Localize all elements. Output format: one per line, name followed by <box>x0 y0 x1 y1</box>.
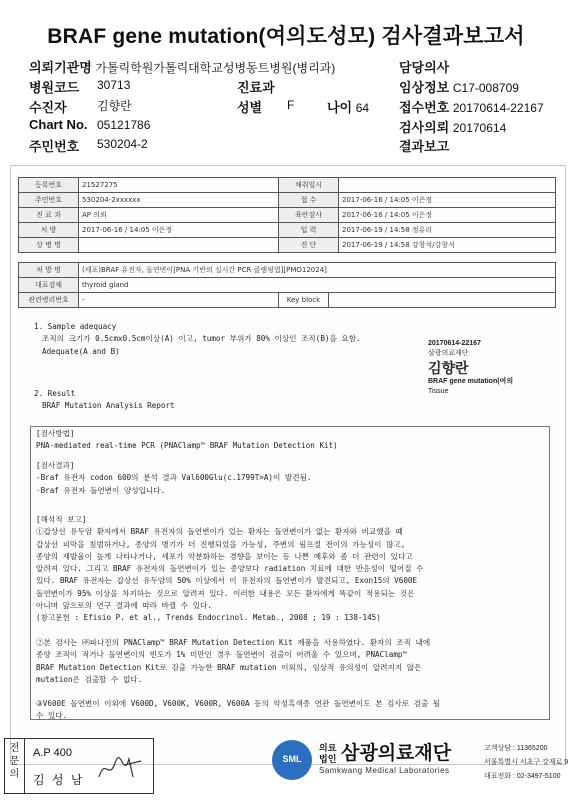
note2-line: BRAF Mutation Detection Kit로 검출 가능한 BRAF mutation 이외의, 임상적 유의성이 알려지지 않은 <box>36 662 422 672</box>
note3-lines <box>36 698 440 723</box>
method-text: PNA-mediated real-time PCR (PNAClamp™ BRAF Mutation Detection Kit) <box>36 441 338 451</box>
logo-mark: SML <box>282 754 302 764</box>
registration-cell: 2017-06-19 / 14:58 강창석/강창석 <box>339 238 556 253</box>
hospital-code-value: 30713 <box>97 78 131 92</box>
registration-cell: 등록번호 <box>19 178 79 193</box>
interp-head: [해석적 보고] <box>36 515 87 524</box>
s1-line2: Adequate(A and B) <box>42 346 120 356</box>
interp-line: ①갑상선 유두암 환자에서 BRAF 유전자의 돌연변이가 있는 환자는 돌연변이가 없는 환자와 비교했을 때 <box>36 527 403 537</box>
registration-cell: 주민번호 <box>19 193 79 208</box>
registration-cell: 진 료 과 <box>19 208 79 223</box>
registration-cell: 2017-06-19 / 14:58 정유리 <box>339 223 556 238</box>
request-value: 20170614 <box>452 121 507 135</box>
stamp-line3: BRAF gene mutation(여의 <box>428 378 514 385</box>
interpretation-block <box>36 514 424 625</box>
section-sample-adequacy <box>34 321 361 358</box>
interp-line: 갑상선 피막을 침범하거나, 종양의 병기가 더 진행되었을 가능성, 주변의 림프절 전이의 가능성이 많고, <box>36 539 406 549</box>
result-line2: -Braf 유전자 돌연변이 양성입니다. <box>36 485 166 495</box>
request-label: 검사의뢰 <box>399 120 450 135</box>
note3-line: ③V600E 돌연변이 이외에 V600D, V600K, V600R, V600A 등의 악성흑색종 연관 돌연변이도 본 검사로 검출 될 <box>36 699 441 708</box>
registration-cell: 진 단 <box>279 238 339 253</box>
rx-label: 처 방 명 <box>19 263 79 278</box>
method-head: [검사방법] <box>36 429 75 438</box>
stamp-line2: 삼광의료재단 <box>428 350 469 357</box>
registration-cell: 입 력 <box>279 223 339 238</box>
registration-row <box>19 238 556 253</box>
registration-cell: AP 의뢰 <box>79 208 279 223</box>
note3-line: 수 있다. <box>36 711 68 721</box>
interp-line: 아니며 앞으로의 연구 결과에 따라 바뀔 수 있다. <box>36 601 212 611</box>
institution-label: 의뢰기관명 <box>29 60 92 75</box>
result-head: [검사결과] <box>36 461 75 470</box>
logo-small-bottom: 법인 <box>319 754 337 764</box>
contact-info <box>484 742 568 784</box>
phone1: 고객상담 : 11365200 <box>484 745 548 752</box>
patient-label: 수진자 <box>29 100 67 115</box>
chart-label: Chart No. <box>29 117 88 132</box>
department-label: 진료과 <box>237 80 275 95</box>
received-label: 접수번호 <box>399 100 450 115</box>
registration-cell <box>339 178 556 193</box>
note2-line: mutation은 검출할 수 없다. <box>36 674 143 684</box>
note2-line: 종양 조직이 적거나 돌연변이의 빈도가 1% 미만인 경우 돌연변이 검출이 어려울 수 있으며, PNAClamp™ <box>36 650 408 660</box>
registration-cell: 처 방 <box>19 223 79 238</box>
interp-line: (참고문헌 : Efisio P. et al., Trends Endocrinol. Metab., 2008 ; 19 : 138-145) <box>36 613 381 623</box>
specimen-label: 대표검체 <box>19 278 79 293</box>
registration-row <box>19 193 556 208</box>
hospital-code-label: 병원코드 <box>29 80 80 95</box>
specialist-label: 전문의 <box>5 739 25 793</box>
note2-line: ②본 검사는 ㈜파나진의 PNAClamp™ BRAF Mutation Detection Kit 제품을 사용하였다. 환자의 조직 내에 <box>36 638 431 647</box>
interp-lines <box>36 526 424 624</box>
logo-en: Samkwang Medical Laboratories <box>319 766 450 775</box>
institution-value: 가톨릭학원가톨릭대학교성병동트병원(병리과) <box>95 61 336 75</box>
s2-title: 2. Result <box>34 389 76 398</box>
registration-cell: 21527275 <box>79 178 279 193</box>
doctor-label: 담당의사 <box>399 60 450 75</box>
registration-cell: 2017-06-16 / 14:05 이은정 <box>339 208 556 223</box>
registration-row <box>19 178 556 193</box>
signature-scribble <box>95 751 145 785</box>
related-label: 관련병리번호 <box>19 293 79 308</box>
resident-label: 주민번호 <box>29 139 80 154</box>
stamp-line4: Tissue <box>428 388 449 395</box>
specimen-value: thyroid gland <box>79 278 556 293</box>
interp-line: 있다. BRAF 유전자는 갑상선 유두암의 50% 이상에서 이 유전자의 돌연변이가 발견되고, Exon15의 V600E <box>36 576 418 586</box>
interp-line: 돌연변이가 95% 이상을 차지하는 것으로 알려져 있다. 이러한 내용은 모든 환자에게 똑같이 적용되는 것은 <box>36 588 415 598</box>
note3-block <box>36 698 440 723</box>
sex-label: 성별 <box>237 100 263 115</box>
registration-cell: 채취일시 <box>279 178 339 193</box>
registration-cell: 접 수 <box>279 193 339 208</box>
logo-small <box>319 743 336 765</box>
sample-stamp <box>428 339 513 397</box>
signature-box <box>4 738 154 794</box>
interp-line: 종양의 재발율이 높게 나타나거나, 세포가 악분화하는 경향을 보이는 등 나쁜 예후와 좀 더 관련이 있다고 <box>36 551 413 561</box>
note2-block <box>36 637 430 686</box>
rx-value: (세포)BRAF 유전자, 돌연변이[PNA 기반의 실시간 PCR 클램핑법][PMO12024] <box>79 263 556 278</box>
registration-row <box>19 223 556 238</box>
registration-cell <box>79 238 279 253</box>
address: 서울특별시 서초구 강재로 9 <box>484 759 569 766</box>
reg-info-value: C17-008709 <box>452 81 519 95</box>
report-title: BRAF gene mutation(여의도성모) 검사결과보고서 <box>47 25 525 48</box>
result-line1: -Braf 유전자 codon 600의 분석 결과 Val600Glu(c.1799T>A)이 발견됨. <box>36 473 312 483</box>
sml-logo-icon <box>272 740 312 780</box>
age-label: 나이 <box>327 100 353 115</box>
note2-lines <box>36 637 430 686</box>
method-block <box>36 428 338 453</box>
chart-value: 05121786 <box>97 118 151 132</box>
interp-line: 알려져 있다. 그리고 BRAF 유전자의 돌연변이가 있는 종양보다 radiation 치료에 대한 반응성이 떨어질 수 <box>36 564 424 574</box>
doctor-name: 김 성 남 <box>33 773 85 787</box>
logo-big: 삼광의료재단 <box>341 743 452 764</box>
section-result <box>34 388 175 413</box>
prescription-table <box>18 262 556 308</box>
patient-value: 김향란 <box>97 99 132 113</box>
registration-cell: 2017-06-16 / 14:05 이은정 <box>339 193 556 208</box>
resident-value: 530204-2 <box>97 137 148 151</box>
stamp-name: 김향란 <box>428 360 469 376</box>
registration-cell: 상 병 명 <box>19 238 79 253</box>
logo-small-top: 의료 <box>319 743 337 753</box>
stamp-line1: 20170614-22167 <box>428 340 481 347</box>
registration-row <box>19 208 556 223</box>
s2-subtitle: BRAF Mutation Analysis Report <box>42 401 175 411</box>
s1-title: 1. Sample adequacy <box>34 322 117 331</box>
footer <box>0 734 572 802</box>
registration-cell: 530204-2xxxxxx <box>79 193 279 208</box>
keyblock-label: Key block <box>279 293 329 308</box>
registration-table <box>18 177 556 253</box>
age-value: 64 <box>355 101 370 115</box>
registration-cell: 2017-06-16 / 14:05 이은정 <box>79 223 279 238</box>
received-value: 20170614-22167 <box>452 101 544 115</box>
ap-line: A.P 400 <box>33 747 72 759</box>
phone2: 대표전화 : 02-3497-5100 <box>484 773 561 780</box>
registration-cell: 육안검사 <box>279 208 339 223</box>
reg-info-label: 임상정보 <box>399 80 450 95</box>
result-label: 결과보고 <box>399 139 450 154</box>
result-block <box>36 460 311 497</box>
sex-value: F <box>287 98 295 112</box>
s1-line1: 조직의 크기가 0.5cmx0.5cm이상(A) 이고, tumor 부위가 80% 이상인 조직(B)을 요함. <box>42 334 361 344</box>
related-value: - <box>79 293 279 308</box>
